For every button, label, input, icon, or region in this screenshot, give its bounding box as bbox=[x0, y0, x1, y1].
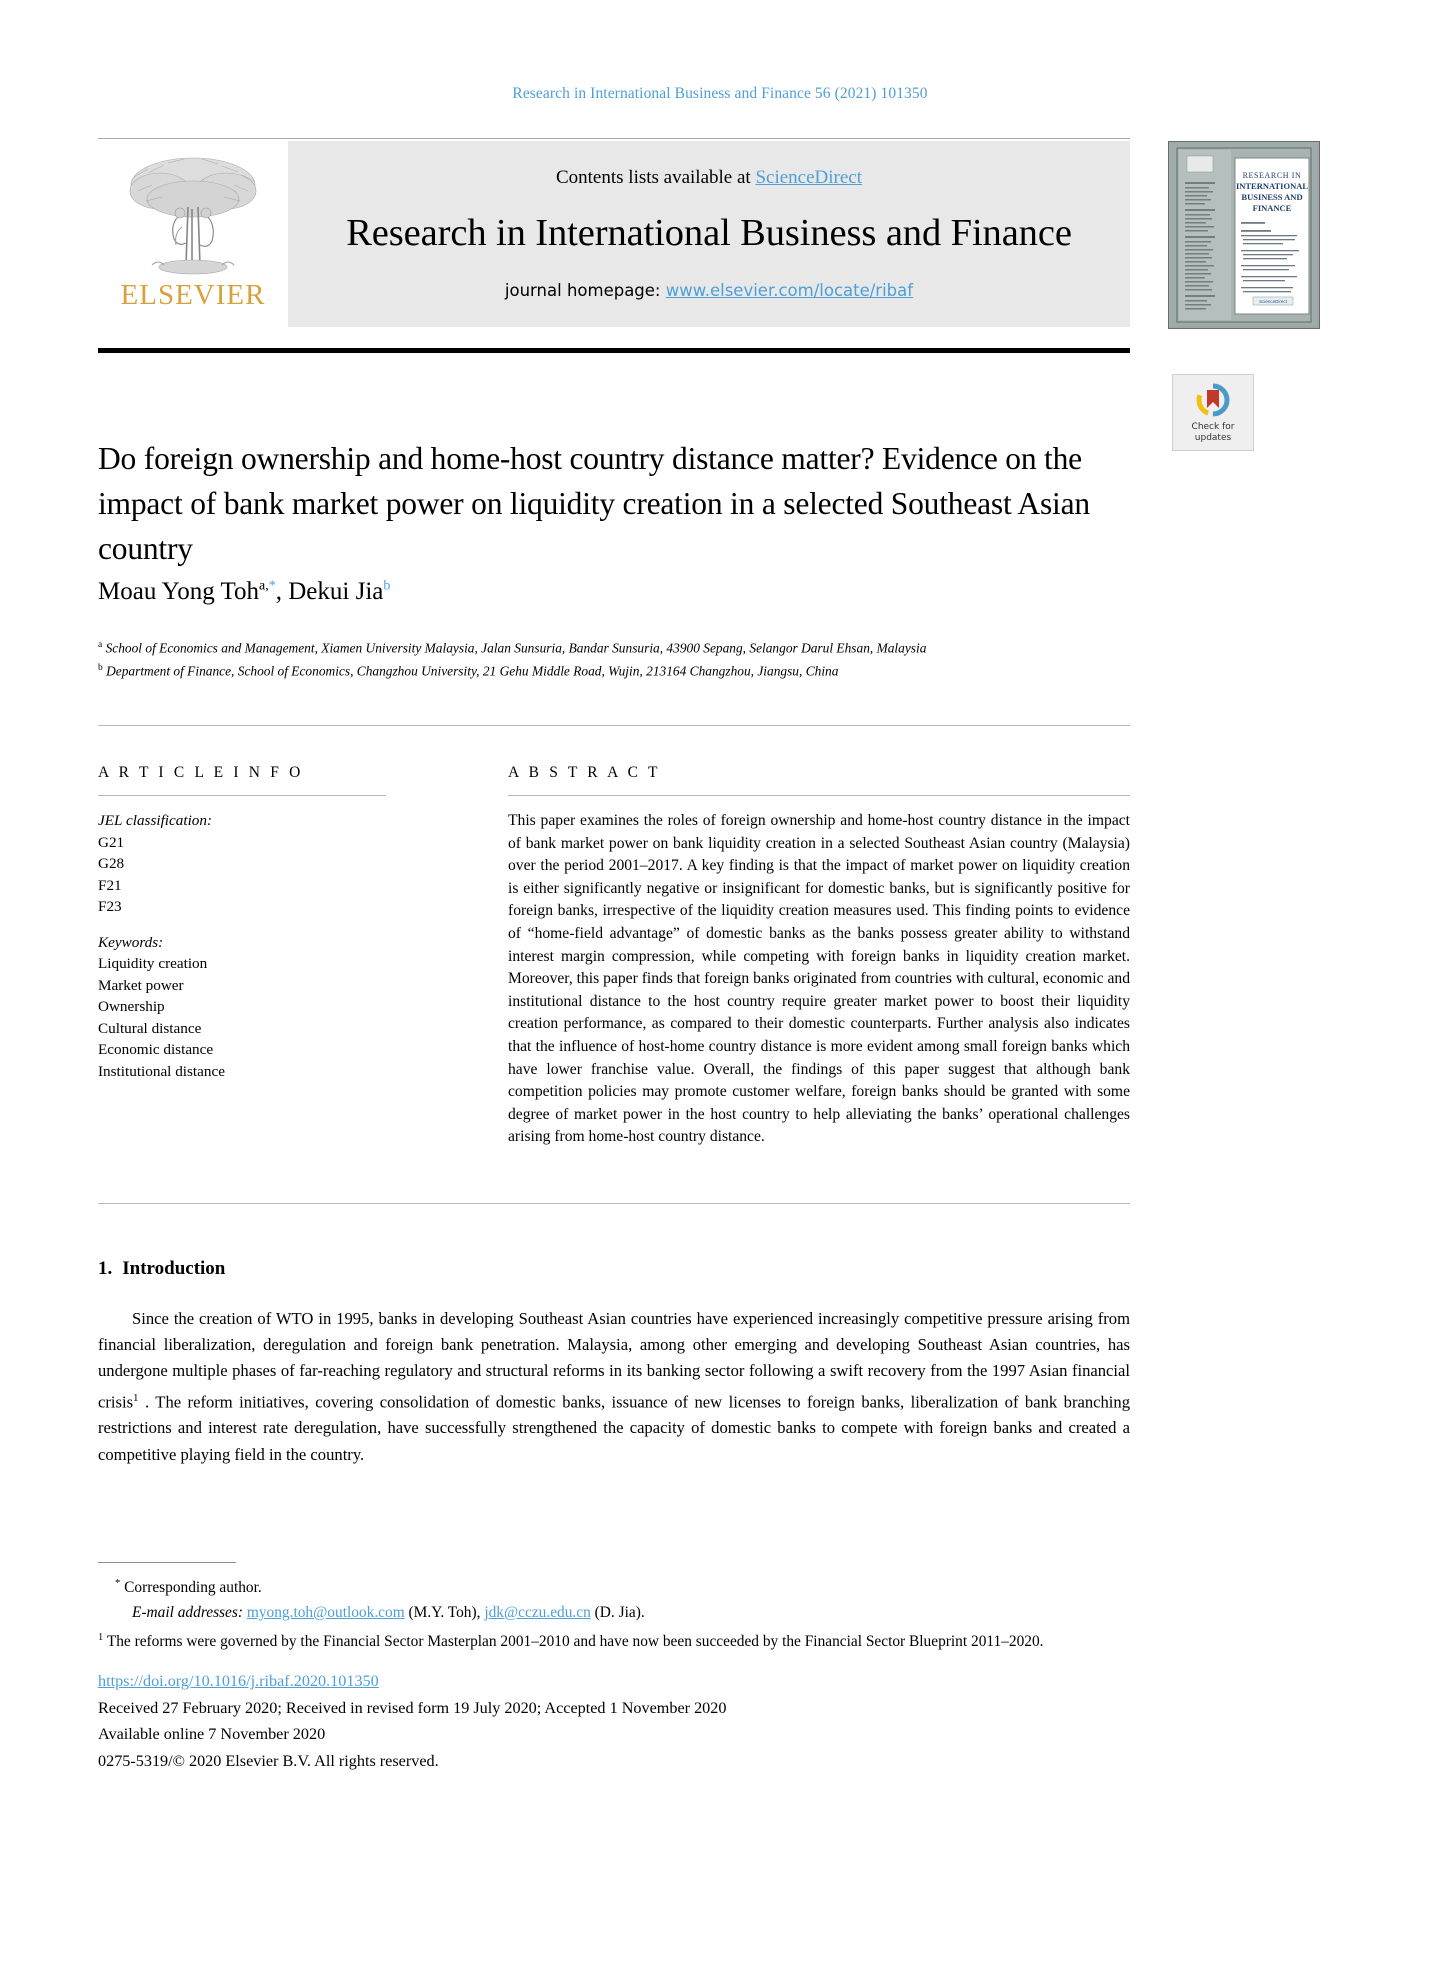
jel-code: F23 bbox=[98, 898, 122, 915]
copyright-line: 0275-5319/© 2020 Elsevier B.V. All rights reserved. bbox=[98, 1751, 439, 1770]
crossmark-badge[interactable] bbox=[1172, 374, 1254, 451]
masthead-bottom-rule bbox=[98, 348, 1130, 353]
corresponding-marker: * bbox=[115, 1578, 121, 1589]
keyword-item: Ownership bbox=[98, 998, 165, 1015]
keyword-item: Institutional distance bbox=[98, 1062, 225, 1080]
footnote-note-1-text: The reforms were governed by the Financial Sector Masterplan 2001–2010 and have now been succeeded by the Financial Sector Blueprint 2011–2020. bbox=[106, 1632, 1044, 1650]
jel-group bbox=[98, 810, 428, 918]
jel-code: F21 bbox=[98, 876, 122, 894]
article-info-heading: A R T I C L E I N F O bbox=[98, 764, 304, 781]
svg-text:BUSINESS AND: BUSINESS AND bbox=[1241, 192, 1303, 202]
author-2-marks: b bbox=[383, 578, 391, 594]
journal-title: Research in International Business and Finance bbox=[346, 211, 1072, 254]
imprint-block bbox=[98, 1668, 1130, 1774]
jel-title: JEL classification: bbox=[98, 812, 213, 829]
affiliation-list bbox=[98, 635, 1118, 682]
keyword-item: Liquidity creation bbox=[98, 955, 208, 972]
author-name-2: Dekui Jia bbox=[288, 578, 384, 605]
sciencedirect-link[interactable]: ScienceDirect bbox=[755, 166, 863, 188]
affiliation-a bbox=[98, 635, 1118, 658]
intro-text-part2: . The reform initiatives, covering consolidation of domestic banks, issuance of new licenses to foreign banks, liberalization of bank branching restrictions and interest rate deregulation, have successfully strengthened the capacity of domestic banks to compete with foreign banks and created a competitive playing field in the country. bbox=[98, 1392, 1130, 1464]
doi-link[interactable]: https://doi.org/10.1016/j.ribaf.2020.101350 bbox=[98, 1672, 379, 1690]
keywords-title: Keywords: bbox=[98, 933, 164, 951]
article-info-rule bbox=[98, 795, 386, 796]
elsevier-tree-icon bbox=[118, 147, 268, 277]
journal-band bbox=[288, 141, 1130, 327]
homepage-prefix: journal homepage: bbox=[504, 280, 666, 300]
keyword-item: Market power bbox=[98, 976, 184, 994]
footnote-block bbox=[98, 1572, 1130, 1655]
page-title: Do foreign ownership and home-host country distance matter? Evidence on the impact of bank market power on liquidity creation in a selected Southeast Asian country bbox=[98, 441, 1090, 567]
author-separator: , bbox=[275, 578, 289, 605]
keywords-group bbox=[98, 932, 428, 1083]
author-list bbox=[98, 578, 1118, 606]
svg-text:ScienceDirect: ScienceDirect bbox=[1259, 299, 1287, 304]
article-info-column bbox=[98, 764, 428, 1096]
author-1-marks: a,* bbox=[259, 578, 276, 594]
footnote-separator-rule bbox=[98, 1562, 236, 1563]
keyword-item: Cultural distance bbox=[98, 1019, 202, 1037]
contents-line bbox=[556, 167, 862, 189]
intro-text-part1: Since the creation of WTO in 1995, banks in developing Southeast Asian countries have experienced increasingly competitive pressure arising from financial liberalization, deregulation and foreign bank penetration. Malaysia, among other emerging and developing Southeast Asian countries, has undergone multiple phases of far-reaching regulatory and structural reforms in its banking sector following a swift recovery from the 1997 Asian financial crisis bbox=[98, 1309, 1130, 1412]
info-section-top-rule bbox=[98, 725, 1130, 726]
crossmark-line1: Check for bbox=[1191, 421, 1235, 432]
footnote-note-1 bbox=[98, 1626, 1130, 1655]
crossmark-line2: updates bbox=[1194, 432, 1232, 443]
footnote-emails bbox=[98, 1601, 1130, 1626]
section-heading-introduction bbox=[98, 1258, 225, 1280]
journal-cover-thumbnail[interactable] bbox=[1168, 141, 1320, 329]
contents-prefix: Contents lists available at bbox=[555, 166, 756, 188]
abstract-text: This paper examines the roles of foreign ownership and home-host country distance in the impact of bank market power on bank liquidity creation in a selected Southeast Asian country (Malaysia) over the period 2001–2017. A key finding is that the impact of market power on liquidity creation is either significantly negative or insignificant for domestic banks, but is significantly positive for foreign banks, irrespective of the liquidity creation measures used. This finding points to evidence of “home-field advantage” of domestic banks as the banks possess greater ability to withstand interest margin compression, while competing with foreign banks in liquidity creation market. Moreover, this paper finds that foreign banks originated from countries with cultural, economic and institutional distance to the host country require greater market power to boost their liquidity creation performance, as compared to their domestic counterparts. Further analysis also indicates that the influence of host-home country distance is more evident among small foreign banks which have lower franchise value. Overall, the findings of this paper suggest that although bank competition policies may promote customer welfare, foreign banks should be granted with some degree of market power in the host country to help alleviating the banks’ operational challenges arising from home-host country distance. bbox=[508, 812, 1130, 1146]
keyword-item: Economic distance bbox=[98, 1041, 214, 1058]
info-section-bottom-rule bbox=[98, 1203, 1130, 1204]
author-name-1: Moau Yong Toh bbox=[98, 578, 260, 605]
crossmark-label bbox=[1192, 422, 1235, 444]
doi-line bbox=[98, 1668, 1130, 1695]
introduction-paragraph bbox=[98, 1306, 1130, 1468]
cover-artwork bbox=[1169, 142, 1317, 326]
footnote-marker-1: 1 bbox=[98, 1631, 104, 1643]
journal-homepage-link[interactable]: www.elsevier.com/locate/ribaf bbox=[665, 280, 914, 300]
journal-masthead bbox=[98, 141, 1130, 327]
corresponding-text: Corresponding author. bbox=[124, 1579, 262, 1597]
affiliation-a-text: School of Economics and Management, Xiamen University Malaysia, Jalan Sunsuria, Bandar Sunsuria, 43900 Sepang, Selangor Darul Ehsan, Malaysia bbox=[105, 640, 927, 656]
jel-code: G28 bbox=[98, 855, 125, 872]
crossmark-bookmark-icon bbox=[1193, 382, 1233, 420]
journal-homepage-line bbox=[505, 281, 913, 300]
section-title: Introduction bbox=[122, 1258, 226, 1279]
jel-code: G21 bbox=[98, 833, 125, 851]
svg-text:RESEARCH IN: RESEARCH IN bbox=[1242, 171, 1302, 180]
footnote-ref-1[interactable]: 1 bbox=[133, 1391, 139, 1404]
introduction-body bbox=[98, 1306, 1130, 1468]
email-link-1[interactable]: myong.toh@outlook.com bbox=[246, 1603, 405, 1621]
affiliation-b-text: Department of Finance, School of Economics, Changzhou University, 21 Gehu Middle Road, Wujin, 213164 Changzhou, Jiangsu, China bbox=[106, 663, 839, 679]
running-head: Research in International Business and Finance 56 (2021) 101350 bbox=[512, 85, 928, 102]
masthead-top-rule bbox=[98, 138, 1130, 139]
elsevier-logo[interactable] bbox=[98, 141, 288, 327]
abstract-rule bbox=[508, 795, 1130, 796]
abstract-column bbox=[508, 764, 1130, 1149]
available-online: Available online 7 November 2020 bbox=[98, 1725, 326, 1743]
email-owner-1: (M.Y. Toh), bbox=[408, 1603, 481, 1621]
footnote-corresponding-author bbox=[98, 1572, 1130, 1601]
section-number: 1. bbox=[98, 1258, 113, 1279]
email-label: E-mail addresses: bbox=[132, 1603, 243, 1621]
elsevier-wordmark: ELSEVIER bbox=[120, 279, 266, 311]
svg-text:INTERNATIONAL: INTERNATIONAL bbox=[1235, 181, 1309, 191]
email-link-2[interactable]: jdk@cczu.edu.cn bbox=[484, 1603, 591, 1621]
svg-text:FINANCE: FINANCE bbox=[1252, 203, 1292, 213]
received-dates: Received 27 February 2020; Received in revised form 19 July 2020; Accepted 1 November 2020 bbox=[98, 1698, 727, 1717]
affiliation-b bbox=[98, 658, 1118, 681]
affiliation-b-marker: b bbox=[98, 663, 103, 674]
abstract-heading: A B S T R A C T bbox=[508, 764, 661, 781]
affiliation-a-marker: a bbox=[98, 640, 103, 650]
email-owner-2: (D. Jia). bbox=[594, 1603, 645, 1621]
